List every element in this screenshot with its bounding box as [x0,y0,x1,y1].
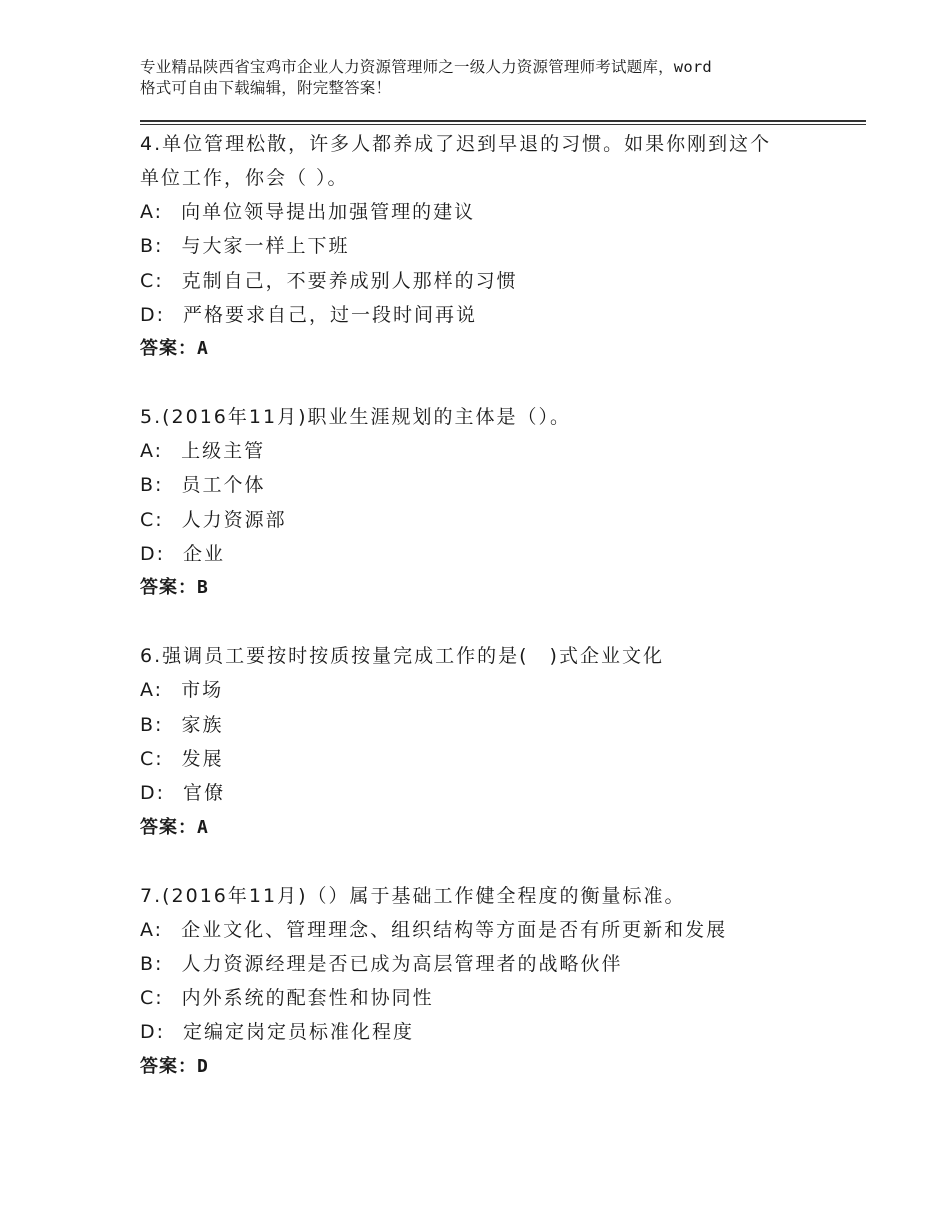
answer-label: 答案：A [140,816,209,838]
stem-line: 4.单位管理松散，许多人都养成了迟到早退的习惯。如果你刚到这个 [140,133,772,155]
option-text: 人力资源经理是否已成为高层管理者的战略伙伴 [181,952,623,975]
option-letter: A: [140,440,164,463]
option-text: 内外系统的配套性和协同性 [181,987,434,1010]
question-list [140,127,840,1084]
option-d [140,1015,840,1049]
option-b [140,708,840,742]
option-c [140,503,840,537]
option-letter: C: [140,269,164,292]
question-7 [140,879,840,1084]
option-text: 上级主管 [181,440,266,463]
option-letter: B: [140,713,164,736]
option-text: 严格要求自己，过一段时间再说 [183,303,478,326]
option-letter: A: [140,918,164,941]
option-c [140,264,840,298]
question-stem [140,127,840,195]
option-letter: C: [140,747,164,770]
answer-label: 答案：A [140,338,209,360]
header-rule-thick [140,120,866,122]
answer-label: 答案：D [140,1055,209,1077]
option-letter: B: [140,235,164,258]
option-letter: D: [140,543,166,566]
option-d [140,298,840,332]
question-5 [140,400,840,605]
option-c [140,981,840,1015]
option-a [140,195,840,229]
option-b [140,229,840,263]
option-c [140,742,840,776]
option-b [140,947,840,981]
option-letter: D: [140,1021,166,1044]
option-text: 企业 [183,543,226,566]
option-a [140,673,840,707]
option-text: 家族 [181,713,224,736]
question-stem [140,639,840,673]
option-d [140,776,840,810]
option-letter: C: [140,508,164,531]
stem-line: 5.(2016年11月)职业生涯规划的主体是（）。 [140,406,571,429]
question-stem [140,400,840,434]
stem-line: 7.(2016年11月)（）属于基础工作健全程度的衡量标准。 [140,884,686,907]
option-letter: D: [140,303,166,326]
option-letter: A: [140,201,164,223]
option-letter: A: [140,679,164,702]
question-stem [140,879,840,913]
option-text: 发展 [181,747,224,770]
question-4 [140,127,840,366]
option-text: 市场 [181,679,224,702]
option-a [140,913,840,947]
option-text: 克制自己，不要养成别人那样的习惯 [181,269,518,292]
option-text: 员工个体 [181,474,266,497]
option-a [140,434,840,468]
option-text: 定编定岗定员标准化程度 [183,1021,415,1044]
stem-line: 单位工作，你会（ ）。 [140,167,349,189]
option-text: 人力资源部 [181,508,287,531]
option-text: 企业文化、管理理念、组织结构等方面是否有所更新和发展 [181,918,728,941]
option-letter: B: [140,952,164,975]
option-d [140,537,840,571]
header-line-2: 格式可自由下载编辑，附完整答案！ [140,79,392,97]
option-b [140,468,840,502]
answer-label: 答案：B [140,577,209,599]
option-text: 与大家一样上下班 [181,235,350,258]
question-6 [140,639,840,844]
option-letter: C: [140,987,164,1010]
header-rule-thin [140,124,866,125]
option-text: 官僚 [183,782,226,805]
option-text: 向单位领导提出加强管理的建议 [181,201,476,223]
option-letter: B: [140,474,164,497]
header-line-1: 专业精品陕西省宝鸡市企业人力资源管理师之一级人力资源管理师考试题库，word [140,58,712,76]
document-header [140,57,830,99]
option-letter: D: [140,782,166,805]
stem-line: 6.强调员工要按时按质按量完成工作的是( )式企业文化 [140,645,664,668]
